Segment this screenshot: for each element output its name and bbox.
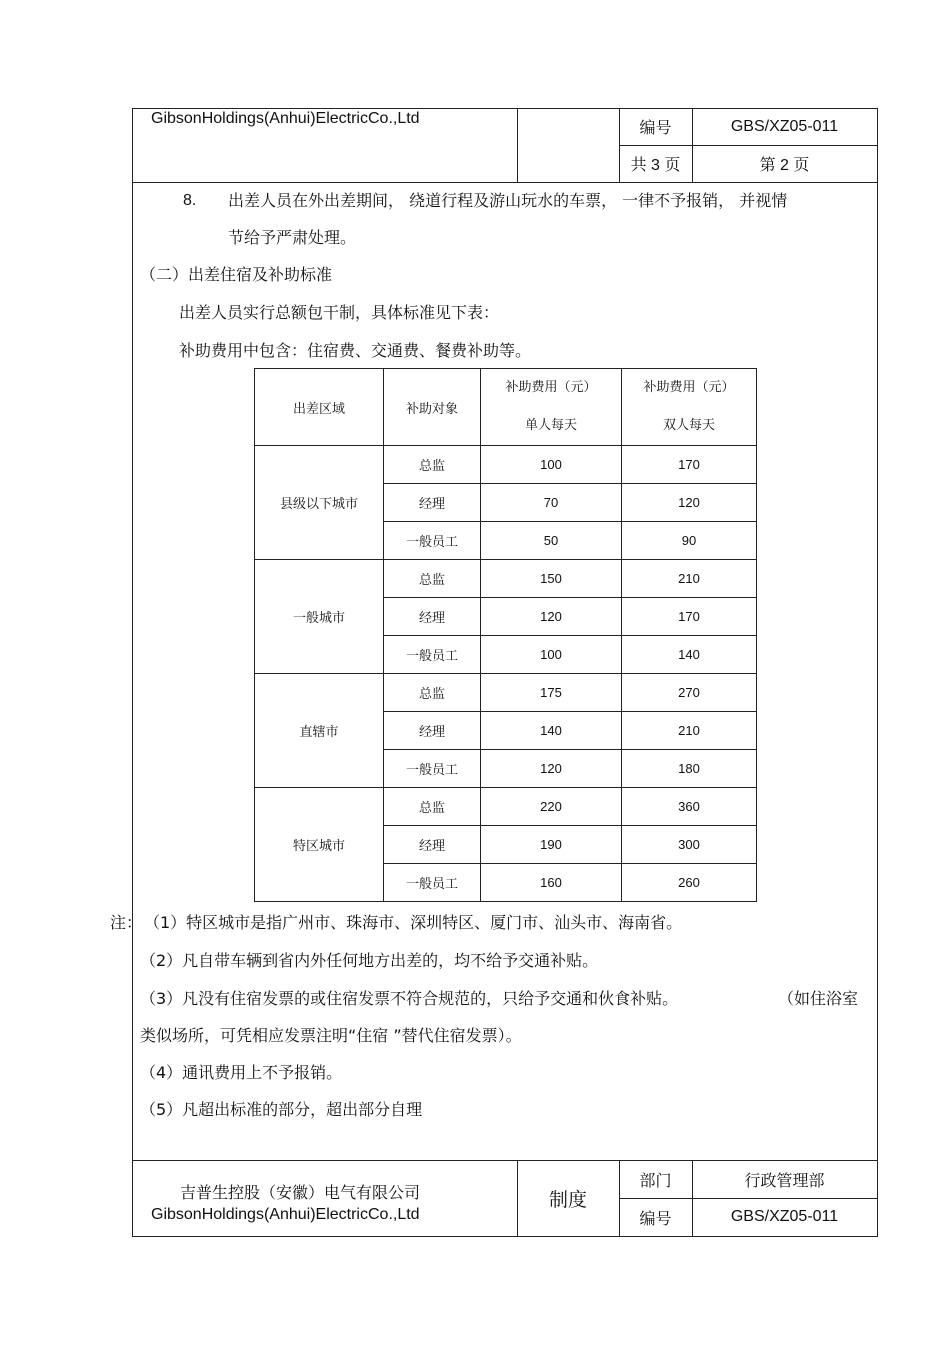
paragraph-total-package: 出差人员实行总额包干制，具体标准见下表：: [179, 303, 500, 322]
footer-dept-label: 部门: [639, 1170, 672, 1190]
header-double: [622, 369, 757, 446]
single-cell: 150: [481, 560, 622, 598]
footer-company-en: GibsonHoldings(Anhui)ElectricCo.,Ltd: [151, 1206, 420, 1223]
item8-line1: 出差人员在外出差期间， 绕道行程及游山玩水的车票， 一律不予报销， 并视情: [228, 191, 788, 210]
footer-doc-type: 制度: [548, 1189, 587, 1211]
single-cell: 120: [481, 750, 622, 788]
target-cell: 一般员工: [384, 750, 481, 788]
paragraph-subsidy-includes: 补助费用中包含：住宿费、交通费、餐费补助等。: [179, 341, 532, 360]
double-cell: 210: [622, 712, 757, 750]
table-row: [255, 674, 757, 712]
header-region: 出差区域: [255, 369, 384, 446]
footer-dept-value: 行政管理部: [744, 1170, 825, 1190]
single-cell: 50: [481, 522, 622, 560]
table-header-row: [255, 369, 757, 446]
double-cell: 140: [622, 636, 757, 674]
target-cell: 一般员工: [384, 636, 481, 674]
target-cell: 总监: [384, 446, 481, 484]
header-target: 补助对象: [384, 369, 481, 446]
double-cell: 260: [622, 864, 757, 902]
target-cell: 经理: [384, 598, 481, 636]
double-cell: 300: [622, 826, 757, 864]
note-2: （2）凡自带车辆到省内外任何地方出差的，均不给予交通补贴。: [140, 951, 599, 970]
footer-code-value: GBS/XZ05-011: [730, 1208, 839, 1225]
single-cell: 70: [481, 484, 622, 522]
note-3-line2: 类似场所，可凭相应发票注明“住宿 ”替代住宿发票）。: [140, 1026, 522, 1045]
header-company-en: GibsonHoldings(Anhui)ElectricCo.,Ltd: [151, 110, 420, 127]
single-cell: 140: [481, 712, 622, 750]
frame-left-line: [132, 108, 133, 1237]
notes-prefix: 注：: [110, 913, 143, 932]
single-cell: 175: [481, 674, 622, 712]
single-cell: 220: [481, 788, 622, 826]
target-cell: 经理: [384, 826, 481, 864]
target-cell: 一般员工: [384, 522, 481, 560]
item8-number: 8.: [183, 192, 197, 209]
item8-line2: 节给予严肃处理。: [228, 228, 357, 247]
header-single-line2: 单人每天: [524, 418, 577, 433]
note-5: （5）凡超出标准的部分，超出部分自理: [140, 1100, 423, 1119]
region-cell: 县级以下城市: [255, 446, 384, 560]
double-cell: 120: [622, 484, 757, 522]
single-cell: 100: [481, 636, 622, 674]
target-cell: 一般员工: [384, 864, 481, 902]
footer-company-cn: 吉普生控股（安徽）电气有限公司: [180, 1183, 421, 1202]
table-row: [255, 446, 757, 484]
header-code-label: 编号: [639, 120, 672, 137]
header-current-page: 第 2 页: [759, 157, 810, 174]
region-cell: 特区城市: [255, 788, 384, 902]
table-row: [255, 788, 757, 826]
double-cell: 210: [622, 560, 757, 598]
single-cell: 160: [481, 864, 622, 902]
double-cell: 270: [622, 674, 757, 712]
target-cell: 总监: [384, 674, 481, 712]
double-cell: 170: [622, 446, 757, 484]
table-row: [255, 560, 757, 598]
frame-bottom-line: [132, 1236, 878, 1237]
region-cell: 一般城市: [255, 560, 384, 674]
subsidy-table: [254, 368, 757, 902]
single-cell: 190: [481, 826, 622, 864]
header-code-value: GBS/XZ05-011: [730, 117, 839, 135]
target-cell: 总监: [384, 560, 481, 598]
note-3-line1-tail: （如住浴室: [778, 989, 859, 1008]
frame-right-line: [877, 108, 878, 1237]
header-double-line2: 双人每天: [662, 418, 715, 433]
target-cell: 总监: [384, 788, 481, 826]
footer-code-label: 编号: [639, 1208, 672, 1228]
double-cell: 180: [622, 750, 757, 788]
region-cell: 直辖市: [255, 674, 384, 788]
note-3-line1: （3）凡没有住宿发票的或住宿发票不符合规范的，只给予交通和伙食补贴。: [140, 989, 679, 1008]
header-single: [481, 369, 622, 446]
note-1: （1）特区城市是指广州市、珠海市、深圳特区、厦门市、汕头市、海南省。: [144, 913, 683, 932]
single-cell: 120: [481, 598, 622, 636]
header-bottom-line: [132, 182, 878, 183]
single-cell: 100: [481, 446, 622, 484]
header-total-pages: 共 3 页: [630, 157, 681, 174]
note-4: （4）通讯费用上不予报销。: [140, 1063, 343, 1082]
double-cell: 170: [622, 598, 757, 636]
header-divider-1: [517, 108, 518, 183]
section-title: （二）出差住宿及补助标准: [140, 265, 333, 284]
target-cell: 经理: [384, 712, 481, 750]
double-cell: 360: [622, 788, 757, 826]
double-cell: 90: [622, 522, 757, 560]
header-double-line1: 补助费用（元）: [643, 380, 735, 395]
target-cell: 经理: [384, 484, 481, 522]
header-single-line1: 补助费用（元）: [505, 380, 597, 395]
